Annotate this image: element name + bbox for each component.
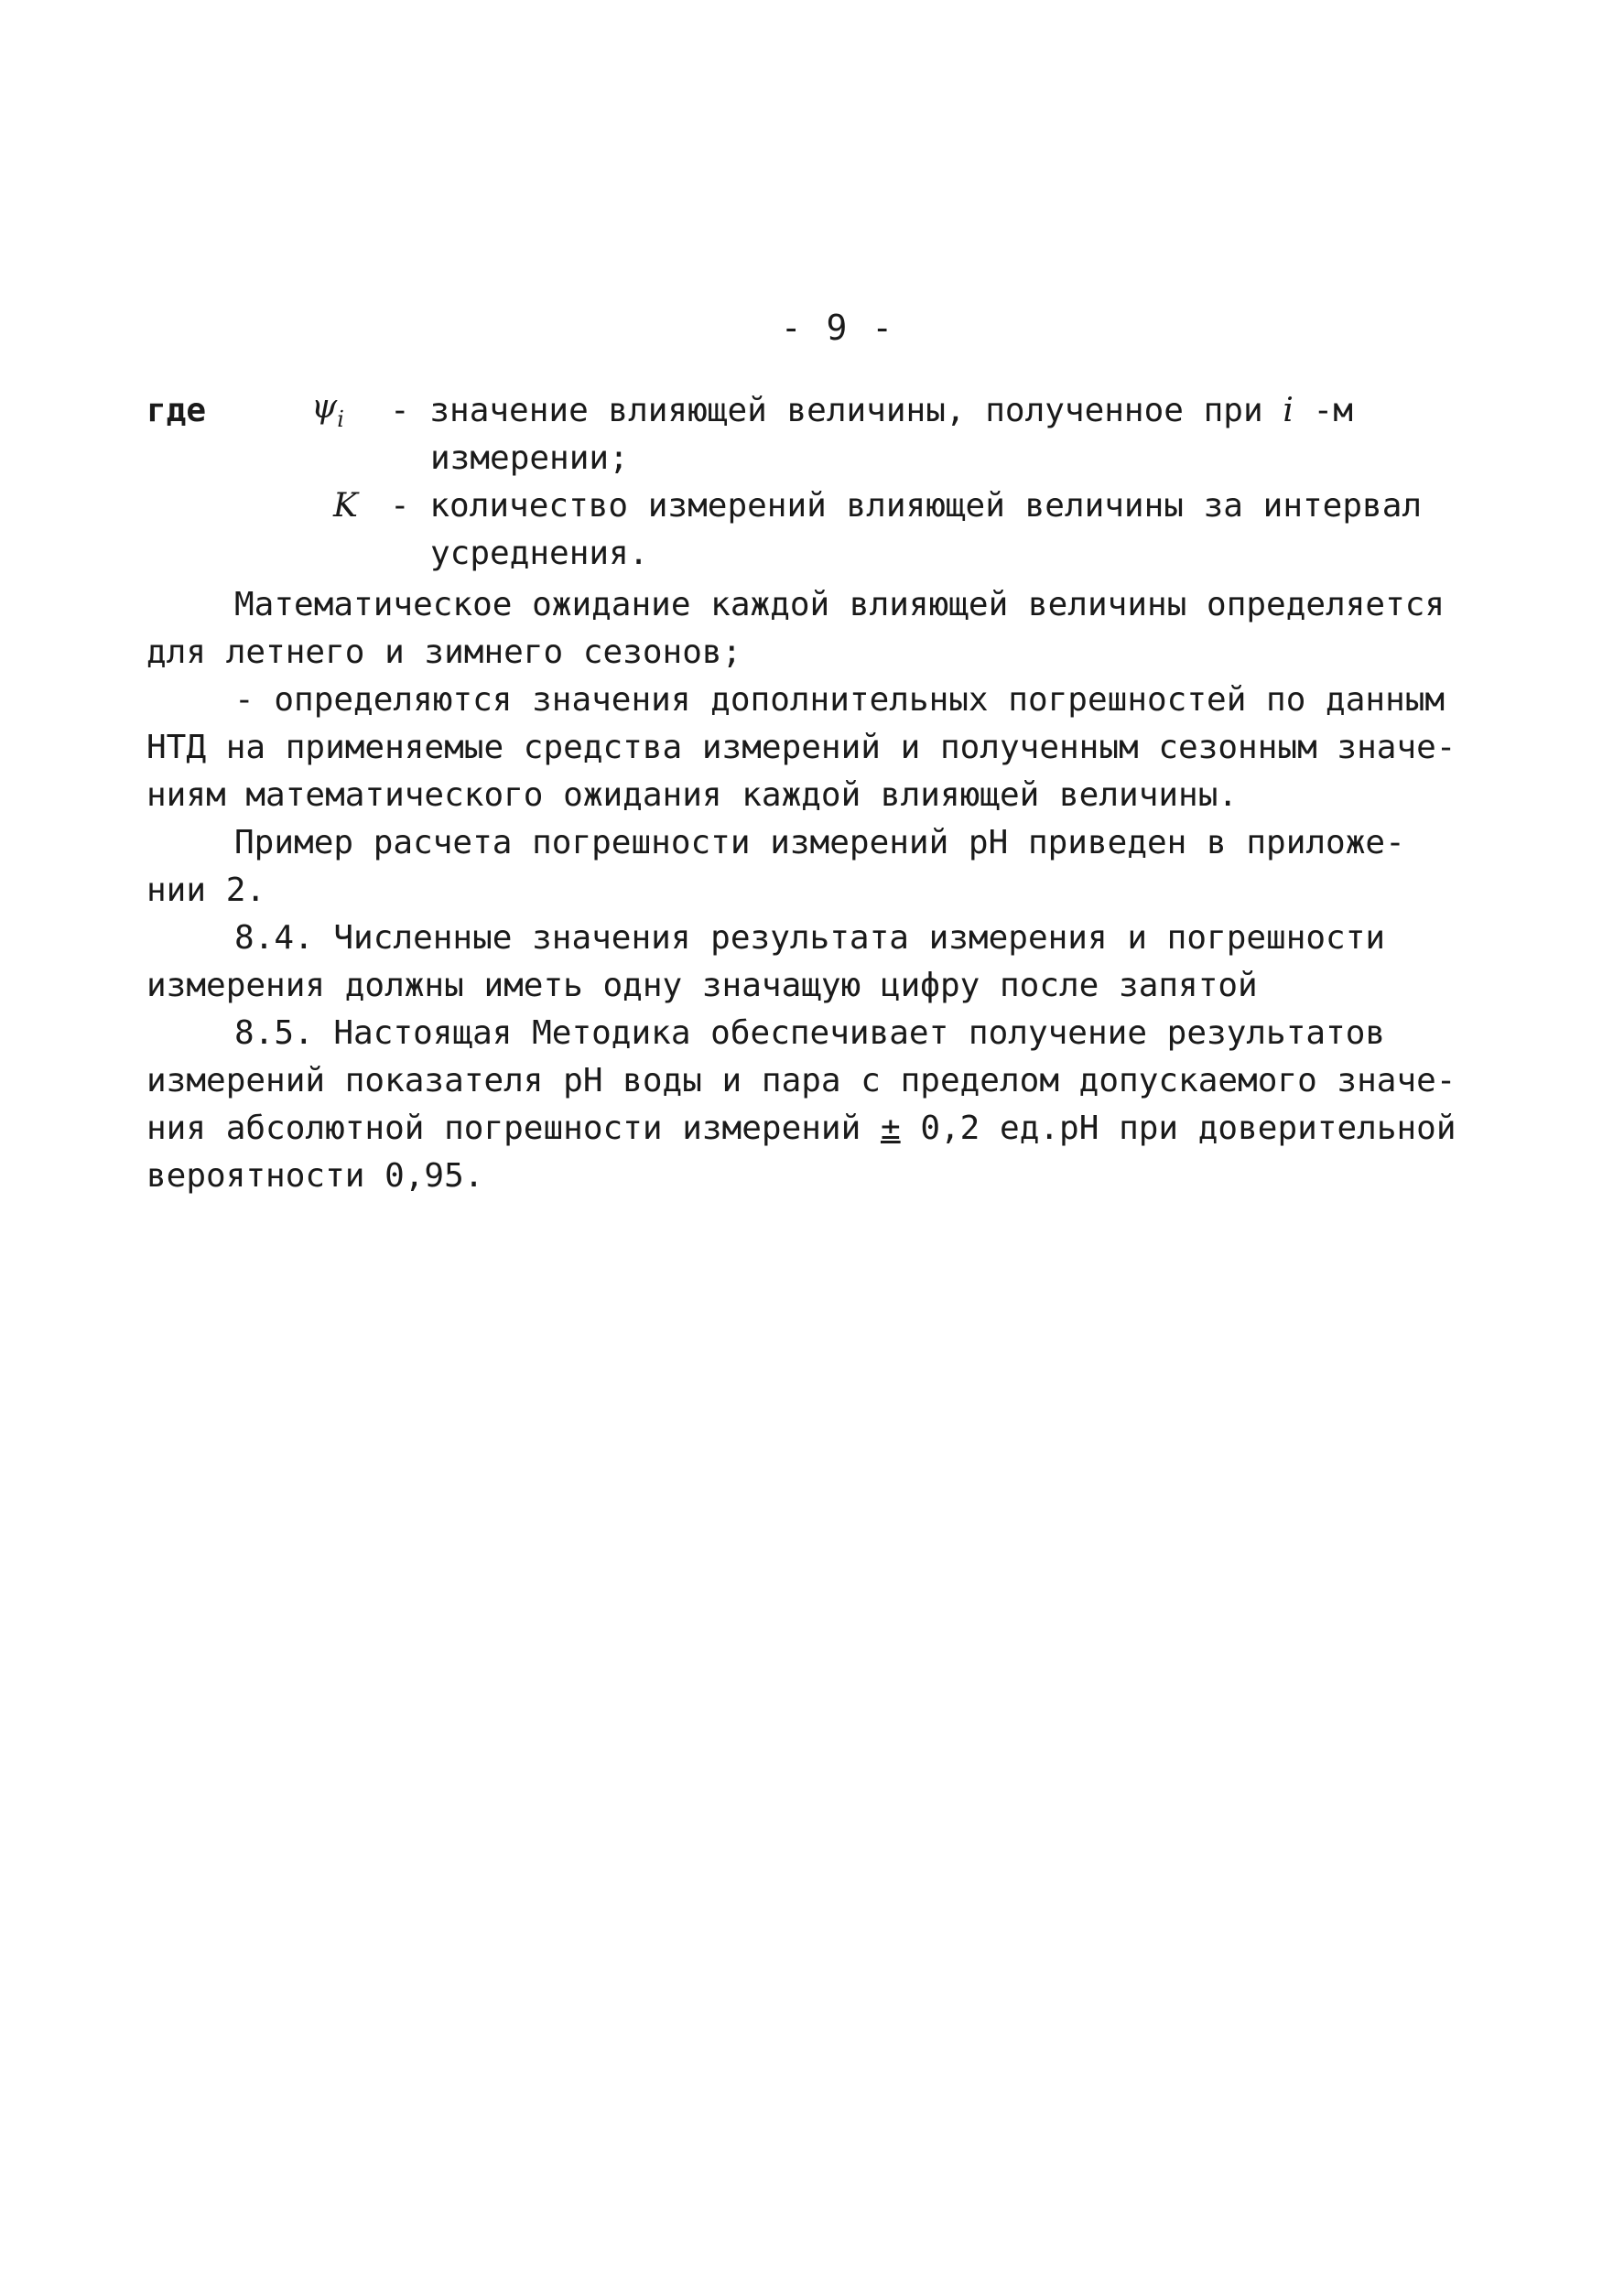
plus-minus-sign: ± — [880, 1110, 901, 1147]
definition-k-line-2: усреднения. — [430, 535, 649, 572]
paragraph-2-line-2 — [146, 729, 1456, 766]
paragraph-5-line-3 — [146, 1110, 1456, 1147]
paragraph-5-line-3-text — [146, 1110, 1456, 1147]
paragraph-5-line-3-lead: ния абсолютной погрешности измерений — [146, 1110, 861, 1147]
paragraph-5-line-2-text: измерений показателя pH воды и пара с пределом допускаемого значе- — [146, 1062, 1456, 1099]
page-number: - 9 - — [780, 308, 895, 348]
paragraph-4-line-1 — [234, 919, 1386, 957]
paragraph-1-line-1 — [234, 586, 1445, 623]
psi-symbol-subscript: i — [337, 406, 344, 432]
definition-k-line-1: - количество измерений влияющей величины за интервал — [390, 487, 1423, 525]
paragraph-5-line-3-tail: 0,2 ед.pH при доверительной — [920, 1110, 1456, 1147]
paragraph-5-line-2 — [146, 1062, 1456, 1099]
index-i-symbol: i — [1283, 392, 1294, 429]
paragraph-1-line-2: для летнего и зимнего сезонов; — [146, 633, 742, 671]
paragraph-5-line-1 — [234, 1014, 1386, 1052]
k-symbol: K — [333, 487, 358, 525]
paragraph-2-line-1-text: - определяются значения дополнительных погрешностей по данным — [234, 681, 1445, 719]
paragraph-1-line-1-text: Математическое ожидание каждой влияющей величины определяется — [234, 586, 1445, 623]
psi-symbol — [311, 388, 344, 432]
paragraph-3-line-1 — [234, 824, 1405, 861]
paragraph-5-line-1-text: 8.5. Настоящая Методика обеспечивает получение результатов — [234, 1014, 1386, 1052]
where-label: где — [146, 392, 207, 429]
paragraph-3-line-2: нии 2. — [146, 872, 266, 909]
index-suffix: -м — [1313, 392, 1353, 429]
paragraph-2-line-2-text: НТД на применяемые средства измерений и полученным сезонным значе- — [146, 729, 1456, 766]
paragraph-3-line-1-text: Пример расчета погрешности измерений pH приведен в приложе- — [234, 824, 1405, 861]
definition-psi-line-1 — [390, 392, 1353, 429]
paragraph-2-line-3: ниям математического ожидания каждой влияющей величины. — [146, 776, 1239, 814]
psi-symbol-char: ψ — [311, 388, 338, 426]
definition-psi-line-2: измерении; — [430, 439, 629, 477]
paragraph-2-line-1 — [234, 681, 1445, 719]
definition-psi-text: - значение влияющей величины, полученное при — [390, 392, 1263, 429]
paragraph-5-line-4: вероятности 0,95. — [146, 1157, 484, 1195]
paragraph-4-line-1-text: 8.4. Численные значения результата измерения и погрешности — [234, 919, 1386, 957]
paragraph-4-line-2: измерения должны иметь одну значащую цифру после запятой — [146, 967, 1258, 1004]
